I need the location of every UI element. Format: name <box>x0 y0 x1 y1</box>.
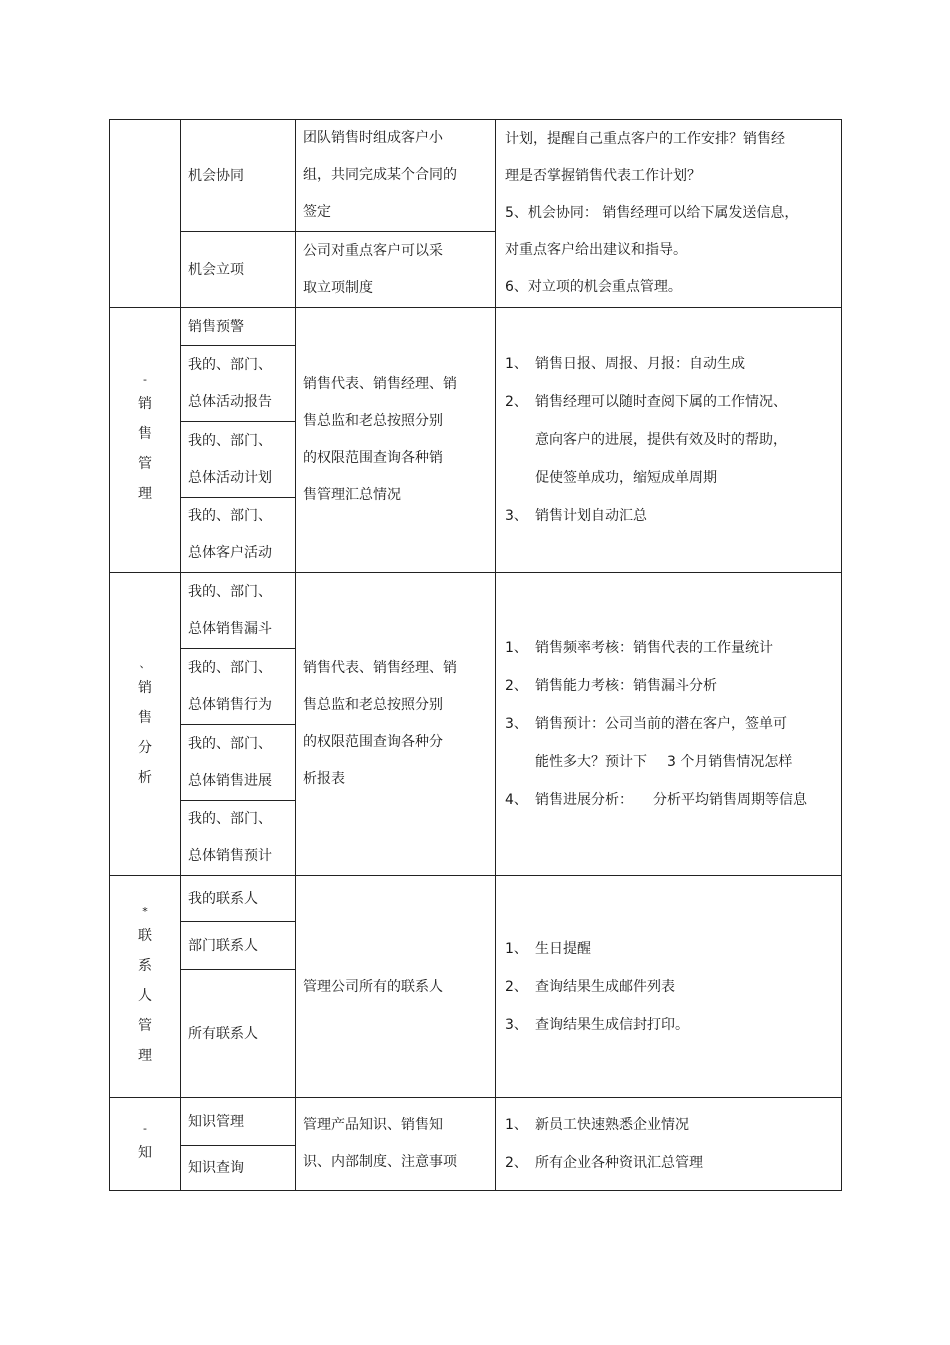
feature-item: 2、 查询结果生成邮件列表 <box>505 978 675 995</box>
text-line: 5、机会协同： 销售经理可以给下属发送信息， <box>505 205 799 221</box>
feature-cell <box>496 308 842 573</box>
submodule-cell: 我的、部门、 总体活动计划 <box>181 422 296 498</box>
submodule-cell: 我的、部门、 总体活动报告 <box>181 346 296 422</box>
text-line: 售总监和老总按照分别 <box>303 413 443 429</box>
feature-item-continued: 能性多大？预计下 3 个月销售情况怎样 <box>535 754 793 770</box>
text-line: 计划，提醒自己重点客户的工作安排？销售经 <box>505 131 785 147</box>
feature-item-continued: 促使签单成功，缩短成单周期 <box>535 470 717 486</box>
feature-item: 3、 销售预计：公司当前的潜在客户，签单可 <box>505 716 787 732</box>
submodule-cell: 所有联系人 <box>181 970 296 1098</box>
submodule-cell: 销售预警 <box>181 308 296 346</box>
feature-item: 1、 新员工快速熟悉企业情况 <box>505 1117 689 1133</box>
text-line: 6、对立项的机会重点管理。 <box>505 279 682 295</box>
feature-item: 1、 销售频率考核：销售代表的工作量统计 <box>505 640 773 656</box>
submodule-cell: 知识管理 <box>181 1098 296 1146</box>
submodule-cell: 我的、部门、 总体销售进展 <box>181 725 296 801</box>
description-cell <box>296 573 496 876</box>
description-cell <box>296 232 496 308</box>
feature-item: 3、 销售计划自动汇总 <box>505 508 647 524</box>
submodule-cell: 我的、部门、 总体客户活动 <box>181 498 296 573</box>
description-cell <box>296 1098 496 1191</box>
text-line: 管理产品知识、销售知 <box>303 1117 443 1133</box>
feature-item: 1、 生日提醒 <box>505 940 591 957</box>
feature-cell <box>496 876 842 1098</box>
submodule-cell: 知识查询 <box>181 1146 296 1191</box>
submodule-cell: 机会立项 <box>181 232 296 308</box>
module-sales-management: - 销 售 管 理 <box>110 308 181 573</box>
feature-cell <box>496 120 842 308</box>
submodule-cell: 我的、部门、 总体销售预计 <box>181 801 296 876</box>
description-cell <box>296 308 496 573</box>
text-line: 的权限范围查询各种销 <box>303 450 443 466</box>
text-line: 售管理汇总情况 <box>303 487 401 503</box>
description-cell: 管理公司所有的联系人 <box>296 876 496 1098</box>
module-cell-empty <box>110 120 181 308</box>
text-line: 售总监和老总按照分别 <box>303 697 443 713</box>
submodule-cell: 我的、部门、 总体销售行为 <box>181 649 296 725</box>
text-line: 取立项制度 <box>303 279 373 296</box>
text-line: 的权限范围查询各种分 <box>303 734 443 750</box>
module-knowledge: - 知 <box>110 1098 181 1191</box>
submodule-cell: 部门联系人 <box>181 922 296 970</box>
feature-cell <box>496 1098 842 1191</box>
text-line: 析报表 <box>303 771 345 787</box>
module-contact-management: * 联 系 人 管 理 <box>110 876 181 1098</box>
text-line: 理是否掌握销售代表工作计划？ <box>505 168 701 184</box>
feature-item: 2、 销售能力考核：销售漏斗分析 <box>505 678 717 694</box>
submodule-cell: 我的、部门、 总体销售漏斗 <box>181 573 296 649</box>
feature-item-continued: 意向客户的进展，提供有效及时的帮助， <box>535 432 787 448</box>
text-line: 销售代表、销售经理、销 <box>303 376 457 392</box>
feature-item: 2、 销售经理可以随时查阅下属的工作情况、 <box>505 394 787 410</box>
text-line: 识、内部制度、注意事项 <box>303 1154 457 1170</box>
feature-item: 4、 销售进展分析： 分析平均销售周期等信息 <box>505 792 807 808</box>
submodule-cell: 我的联系人 <box>181 876 296 922</box>
feature-item: 3、 查询结果生成信封打印。 <box>505 1016 689 1033</box>
description-cell <box>296 120 496 232</box>
feature-cell <box>496 573 842 876</box>
text-line: 公司对重点客户可以采 <box>303 242 443 259</box>
text-line: 对重点客户给出建议和指导。 <box>505 242 687 258</box>
module-sales-analysis: 、 销 售 分 析 <box>110 573 181 876</box>
text-line: 销售代表、销售经理、销 <box>303 660 457 676</box>
text-line: 签定 <box>303 204 331 220</box>
feature-item: 1、 销售日报、周报、月报：自动生成 <box>505 356 745 372</box>
feature-table <box>109 119 842 1191</box>
text-line: 团队销售时组成客户小 <box>303 130 443 146</box>
text-line: 组，共同完成某个合同的 <box>303 167 457 183</box>
submodule-cell: 机会协同 <box>181 120 296 232</box>
feature-item: 2、 所有企业各种资讯汇总管理 <box>505 1155 703 1171</box>
